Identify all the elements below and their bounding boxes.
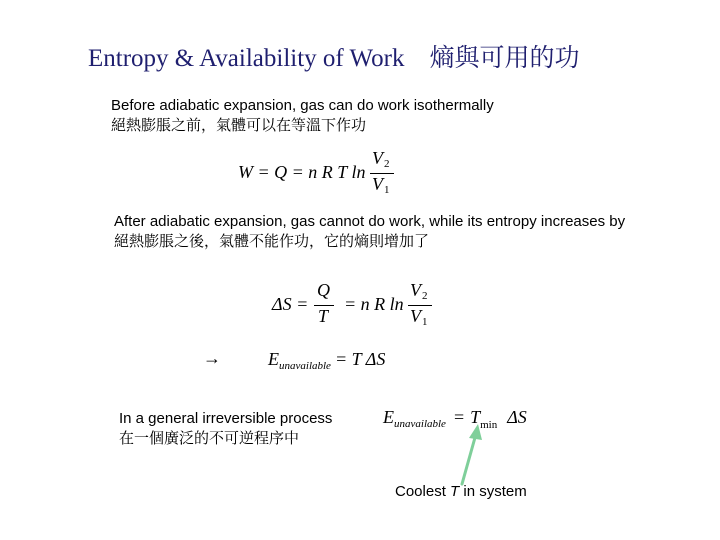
irreversible-t: T [470,407,481,427]
paragraph-before-expansion-zh: 絕熱膨脹之前，氣體可以在等溫下作功 [111,117,367,134]
unavailable-energy-equation [268,349,385,370]
unavailable-e-sub: unavailable [279,360,331,372]
unavailable-rhs: = T ΔS [334,349,386,369]
work-equation [238,150,398,198]
entropy-fraction-numerator-sub: 2 [422,290,428,302]
entropy-equation-lhs: ΔS = [272,294,309,314]
paragraph-irreversible [119,409,332,449]
work-fraction-denominator: V [372,174,383,194]
irreversible-delta-s: ΔS [507,407,527,427]
work-fraction-numerator-sub: 2 [384,158,390,170]
paragraph-after-expansion [114,212,625,252]
work-fraction-denominator-sub: 1 [384,184,390,196]
entropy-q-over-t [314,282,336,332]
unavailable-e: E [268,349,279,369]
work-equation-lhs: W = Q = n R T ln [238,162,366,182]
irreversible-e-sub: unavailable [394,418,446,430]
pointer-arrow-icon [450,420,490,490]
work-equation-fraction [370,150,396,198]
coolest-t-annotation [395,482,527,502]
paragraph-irreversible-en: In a general irreversible process [119,410,333,427]
paragraph-before-expansion [111,96,494,136]
entropy-fraction-denominator-sub: 1 [422,316,428,328]
irreversible-equals: = [453,407,465,427]
entropy-t: T [318,306,329,326]
work-fraction-numerator: V [372,148,383,168]
entropy-fraction-numerator: V [410,280,421,300]
annotation-prefix: Coolest [395,483,451,500]
entropy-equation-mid: = n R ln [344,294,404,314]
irreversible-e: E [383,407,394,427]
irreversible-t-sub: min [480,419,498,431]
paragraph-irreversible-zh: 在一個廣泛的不可逆程序中 [119,430,300,447]
implies-arrow-icon: → [203,348,221,368]
entropy-equation [272,282,442,332]
paragraph-before-expansion-en: Before adiabatic expansion, gas can do work isothermally [111,97,494,114]
page-title: Entropy & Availability of Work 熵與可用的功 [88,45,580,72]
entropy-q: Q [317,280,330,300]
entropy-fraction-denominator: V [410,306,421,326]
paragraph-after-expansion-zh: 絕熱膨脹之後，氣體不能作功，它的熵則增加了 [114,233,430,250]
paragraph-after-expansion-en: After adiabatic expansion, gas cannot do work, while its entropy increases by [114,213,626,230]
annotation-var: T [450,483,460,500]
entropy-volume-fraction [408,282,434,332]
annotation-suffix: in system [459,483,527,500]
